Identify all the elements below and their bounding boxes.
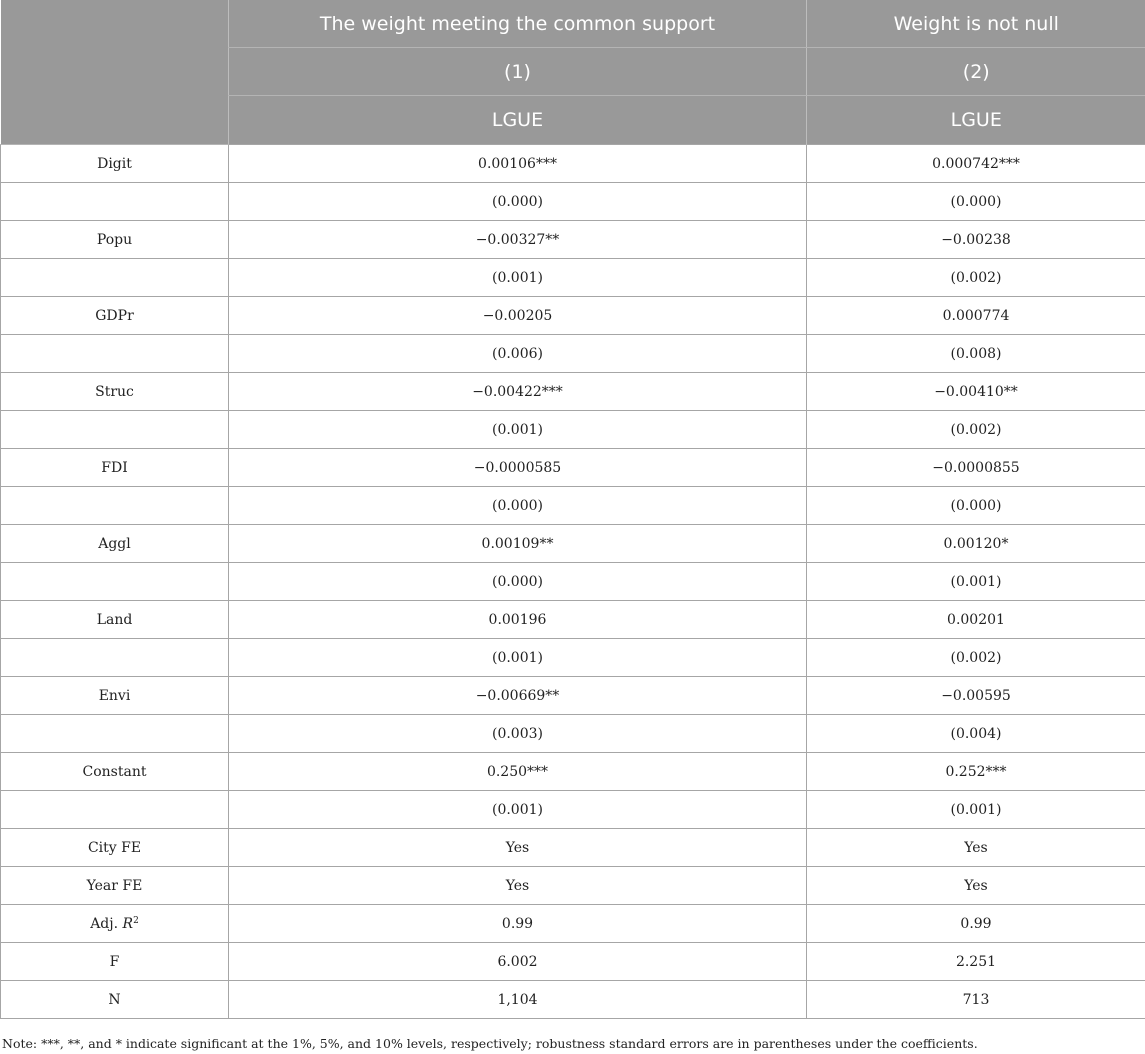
cell-col2: 2.251 [807,943,1145,981]
table-row [1,601,1145,639]
cell-col1: 0.00106*** [229,145,807,183]
cell-col1: (0.006) [229,335,807,373]
cell-col1: 0.250*** [229,753,807,791]
row-label: Digit [1,145,229,183]
row-label: Struc [1,373,229,411]
cell-col2: Yes [807,867,1145,905]
cell-col1: (0.000) [229,487,807,525]
cell-col1: −0.00205 [229,297,807,335]
table-row [1,981,1145,1019]
table-body [1,145,1145,1019]
row-label [1,639,229,677]
header-corner-cell [1,0,229,145]
table-row [1,563,1145,601]
cell-col1: (0.001) [229,411,807,449]
cell-col1: 0.99 [229,905,807,943]
row-label [1,791,229,829]
column-number-1: (1) [229,48,807,96]
column-number-2: (2) [807,48,1145,96]
cell-col2: −0.00410** [807,373,1145,411]
row-label: FDI [1,449,229,487]
cell-col1: (0.001) [229,639,807,677]
row-label: City FE [1,829,229,867]
cell-col1: Yes [229,829,807,867]
table-row [1,829,1145,867]
cell-col1: −0.00669** [229,677,807,715]
column-depvar-2: LGUE [807,96,1145,145]
table-footnote: Note: ***, **, and * indicate significant at the 1%, 5%, and 10% levels, respectively; robustness standard errors are in parentheses under the coefficients. [2,1036,978,1051]
cell-col1: −0.00422*** [229,373,807,411]
header-row-titles [1,0,1145,48]
row-label [1,563,229,601]
row-label [1,905,229,943]
cell-col2: −0.00595 [807,677,1145,715]
table-row [1,259,1145,297]
table-row [1,373,1145,411]
cell-col2: (0.002) [807,259,1145,297]
table-row [1,297,1145,335]
table-row [1,411,1145,449]
row-label: Year FE [1,867,229,905]
cell-col1: 6.002 [229,943,807,981]
cell-col1: (0.001) [229,259,807,297]
cell-col2: 0.000774 [807,297,1145,335]
cell-col1: 0.00109** [229,525,807,563]
cell-col2: (0.008) [807,335,1145,373]
adj-r2-superscript: 2 [133,915,139,926]
cell-col1: Yes [229,867,807,905]
cell-col2: 0.252*** [807,753,1145,791]
cell-col1: (0.001) [229,791,807,829]
cell-col1: (0.000) [229,563,807,601]
cell-col2: 0.00201 [807,601,1145,639]
table-row [1,943,1145,981]
cell-col1: 1,104 [229,981,807,1019]
cell-col2: 713 [807,981,1145,1019]
cell-col2: (0.002) [807,639,1145,677]
cell-col1: (0.003) [229,715,807,753]
column-title-1: The weight meeting the common support [229,0,807,48]
row-label: Aggl [1,525,229,563]
cell-col2: Yes [807,829,1145,867]
cell-col1: −0.0000585 [229,449,807,487]
column-depvar-1: LGUE [229,96,807,145]
row-label: F [1,943,229,981]
table-header [1,0,1145,145]
table-row [1,449,1145,487]
table-row [1,677,1145,715]
adj-r2-symbol: R [122,915,134,932]
row-label [1,715,229,753]
table-row [1,753,1145,791]
table-row-adj-r2 [1,905,1145,943]
row-label: Popu [1,221,229,259]
row-label: Land [1,601,229,639]
row-label: N [1,981,229,1019]
row-label: Envi [1,677,229,715]
cell-col1: −0.00327** [229,221,807,259]
row-label [1,335,229,373]
cell-col1: (0.000) [229,183,807,221]
table-row [1,145,1145,183]
row-label [1,183,229,221]
cell-col2: 0.000742*** [807,145,1145,183]
table-row [1,221,1145,259]
cell-col2: (0.001) [807,563,1145,601]
cell-col2: 0.99 [807,905,1145,943]
cell-col2: −0.00238 [807,221,1145,259]
cell-col2: (0.001) [807,791,1145,829]
cell-col2: (0.004) [807,715,1145,753]
table-row [1,183,1145,221]
cell-col2: (0.000) [807,487,1145,525]
table-row [1,867,1145,905]
table-row [1,639,1145,677]
cell-col1: 0.00196 [229,601,807,639]
row-label: GDPr [1,297,229,335]
cell-col2: 0.00120* [807,525,1145,563]
row-label [1,487,229,525]
cell-col2: (0.000) [807,183,1145,221]
table-row [1,525,1145,563]
adj-r2-prefix: Adj. [90,915,119,932]
column-title-2: Weight is not null [807,0,1145,48]
cell-col2: (0.002) [807,411,1145,449]
row-label: Constant [1,753,229,791]
table-row [1,715,1145,753]
row-label [1,411,229,449]
row-label [1,259,229,297]
table-row [1,791,1145,829]
table-row [1,487,1145,525]
table-row [1,335,1145,373]
cell-col2: −0.0000855 [807,449,1145,487]
